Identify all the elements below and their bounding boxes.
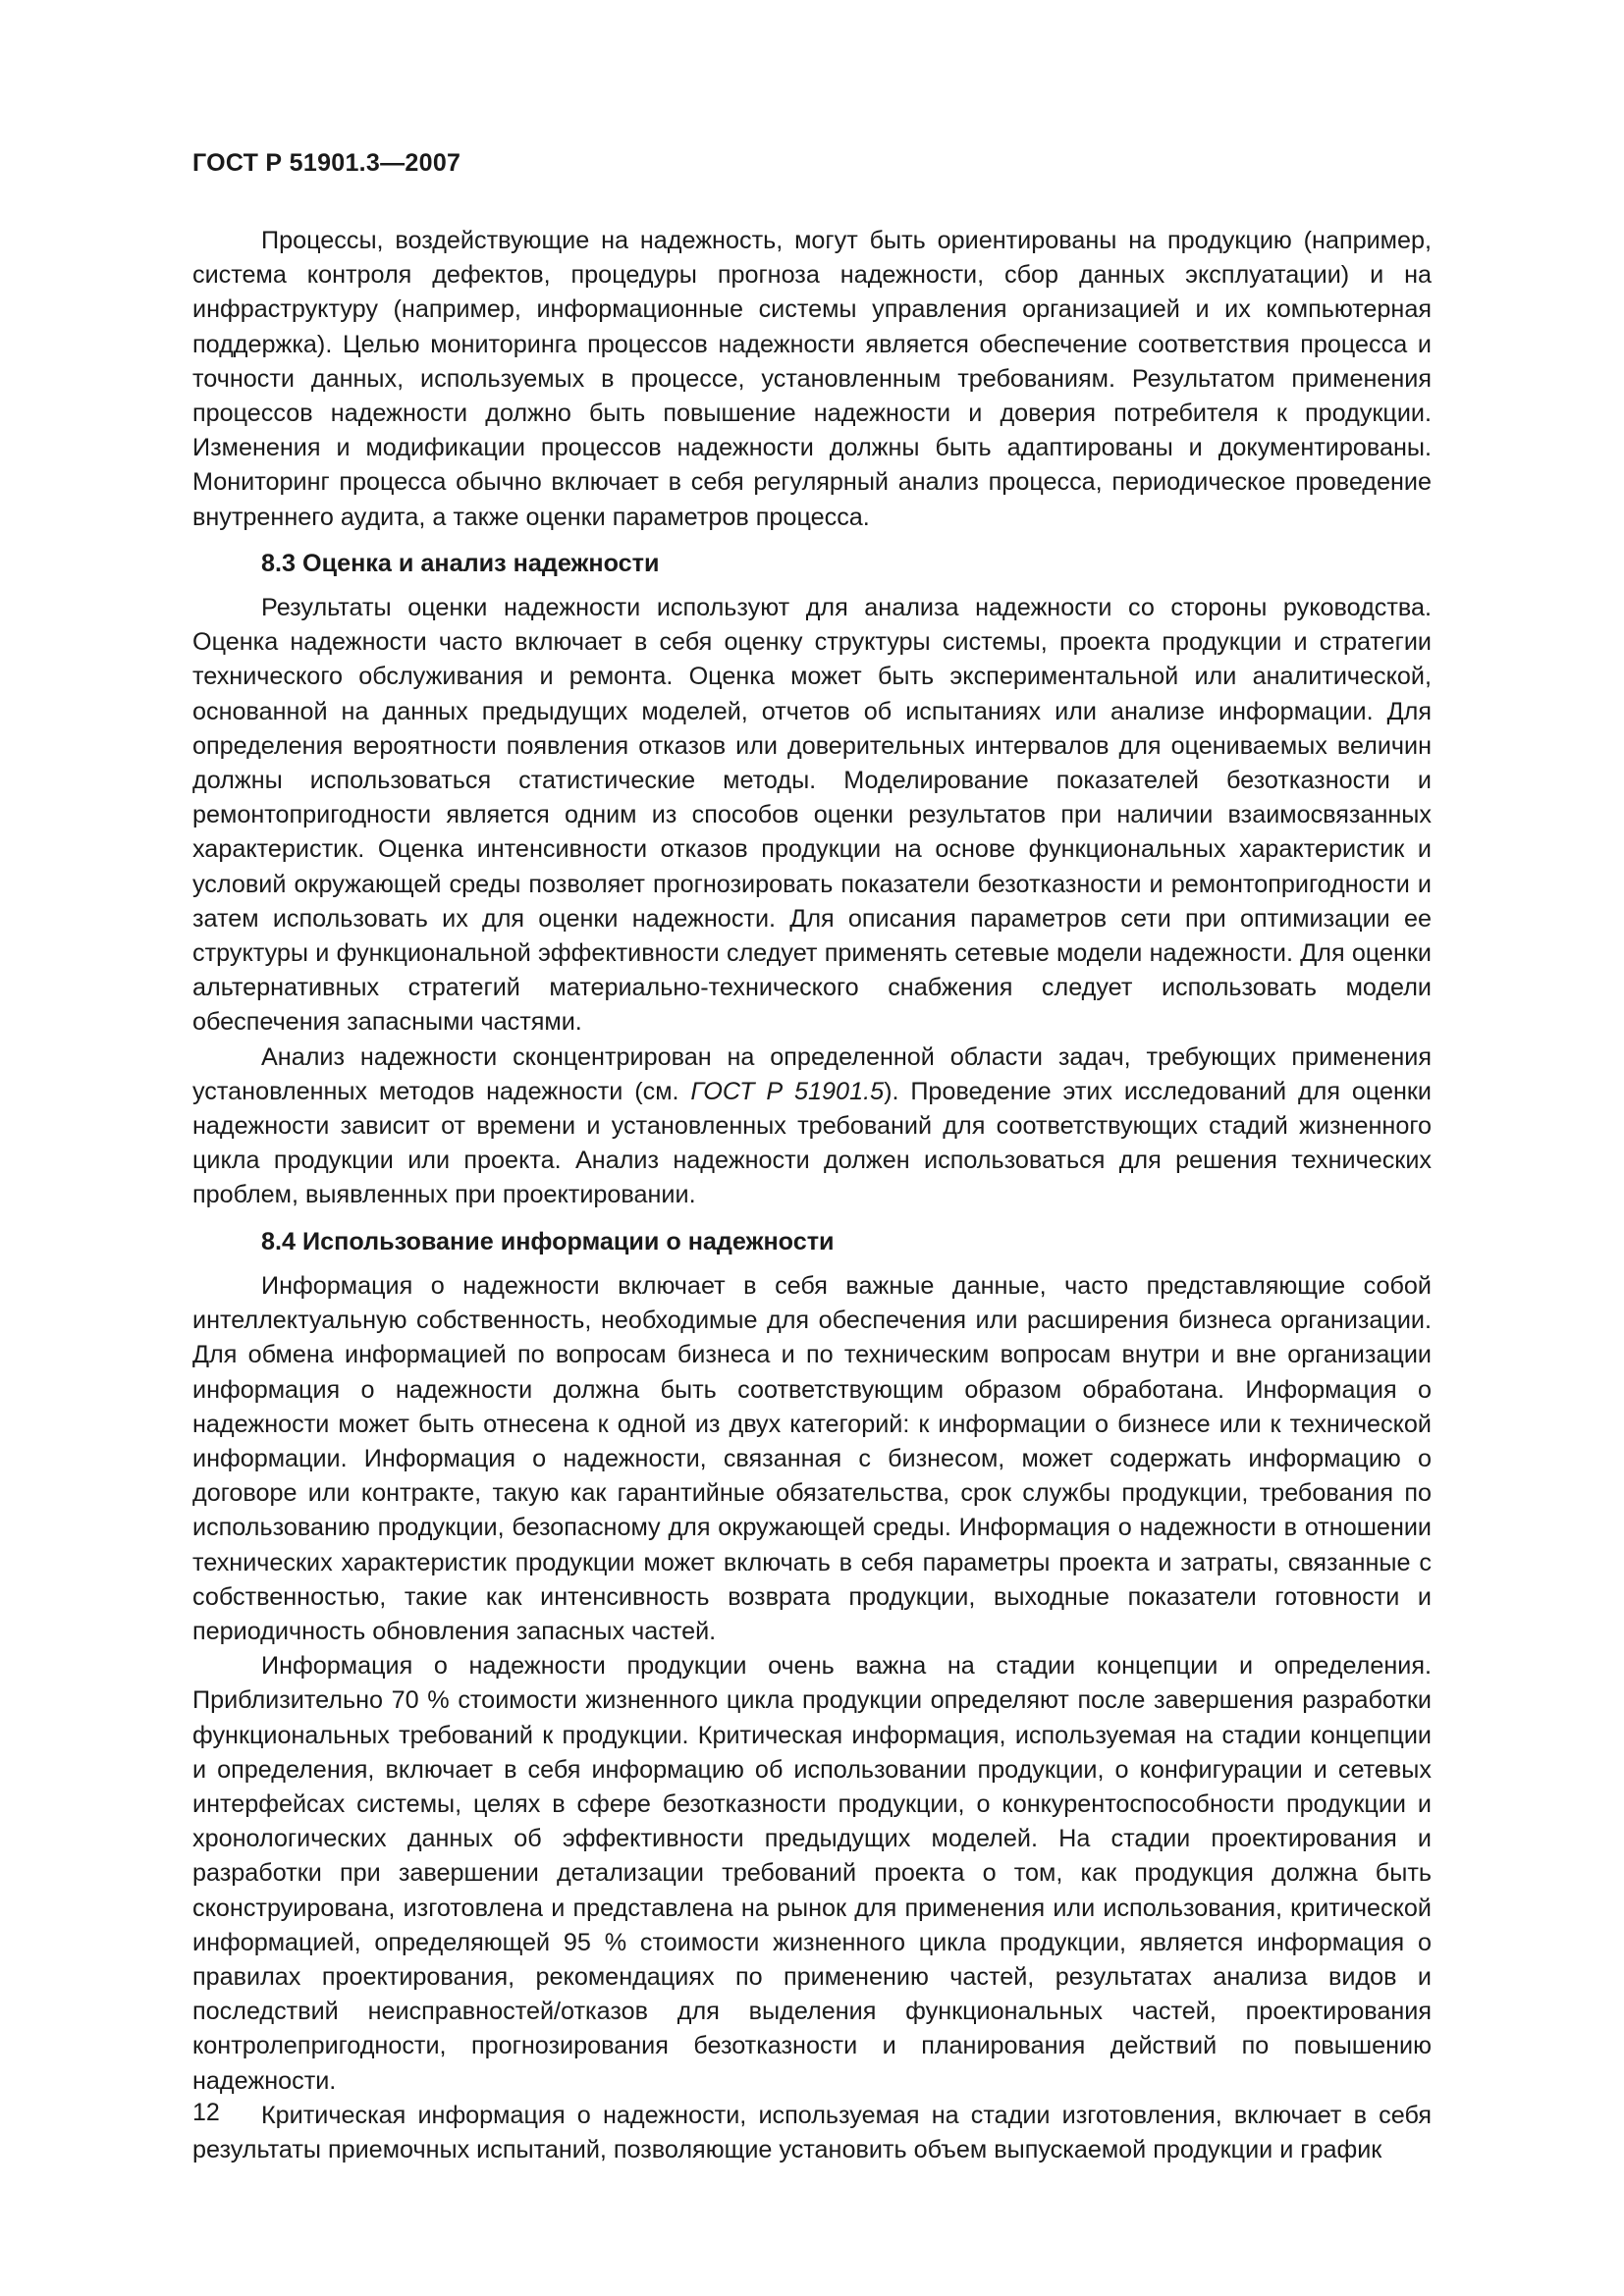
section-8-3-heading: 8.3 Оценка и анализ надежности — [261, 549, 660, 577]
standard-reference: ГОСТ Р 51901.5 — [690, 1077, 885, 1105]
section-8-3-paragraph-2 — [192, 1041, 1432, 1213]
page-number: 12 — [192, 2099, 220, 2126]
section-8-4-paragraph-2: Информация о надежности продукции очень важна на стадии концепции и определения. Приблизительно 70 % стоимости жизненного цикла продукции определяют после завершения разработки функциональных требований к продукции. Критическая информация, используемая на стадии концепции и определения, включает в себя информацию об использовании продукции, о конфигурации и сетевых интерфейсах системы, целях в сфере безотказности продукции, о конкурентоспособности продукции и хронологических данных об эффективности предыдущих моделей. На стадии проектирования и разработки при завершении детализации требований проекта о том, как продукция должна быть сконструирована, изготовлена и представлена на рынок для применения или использования, критической информацией, определяющей 95 % стоимости жизненного цикла продукции, является информация о правилах проектирования, рекомендациях по применению частей, результатах анализа видов и последствий неисправностей/отказов для выделения функциональных частей, проектирования контролепригодности, прогнозирования безотказности и планирования действий по повышению надежности. — [192, 1652, 1432, 2095]
section-8-4-paragraph-3: Критическая информация о надежности, используемая на стадии изготовления, включает в себя результаты приемочных испытаний, позволяющие установить объем выпускаемой продукции и график — [192, 2101, 1432, 2163]
section-8-4-heading: 8.4 Использование информации о надежности — [261, 1227, 835, 1255]
page-body — [192, 224, 1432, 2167]
intro-paragraph: Процессы, воздействующие на надежность, могут быть ориентированы на продукцию (например, система контроля дефектов, процедуры прогноза надежности, сбор данных эксплуатации) и на инфраструктуру (например, информационные системы управления организацией и их компьютерная поддержка). Целью мониторинга процессов надежности является обеспечение соответствия процесса и точности данных, используемых в процессе, установленным требованиям. Результатом применения процессов надежности должно быть повышение надежности и доверия потребителя к продукции. Изменения и модификации процессов надежности должны быть адаптированы и документированы. Мониторинг процесса обычно включает в себя регулярный анализ процесса, периодическое проведение внутреннего аудита, а также оценки параметров процесса. — [192, 227, 1432, 531]
paragraph-text: Анализ надежности сконцентрирован на определенной области задач, требующих применения установленных методов надежности (см. — [192, 1042, 1432, 1105]
paragraph-text: ). Проведение этих исследований для оценки надежности зависит от времени и установленных требований для соответствующих стадий жизненного цикла продукции или проекта. Анализ надежности должен использоваться для решения технических проблем, выявленных при проектировании. — [192, 1077, 1433, 1209]
standard-code-header: ГОСТ Р 51901.3—2007 — [192, 149, 461, 177]
section-8-3-paragraph-1: Результаты оценки надежности используют для анализа надежности со стороны руководства. Оценка надежности часто включает в себя оценку структуры системы, проекта продукции и стратегии технического обслуживания и ремонта. Оценка может быть экспериментальной или аналитической, основанной на данных предыдущих моделей, отчетов об испытаниях или анализе информации. Для определения вероятности появления отказов или доверительных интервалов для оцениваемых величин должны использоваться статистические методы. Моделирование показателей безотказности и ремонтопригодности является одним из способов оценки результатов при наличии взаимосвязанных характеристик. Оценка интенсивности отказов продукции на основе функциональных характеристик и условий окружающей среды позволяет прогнозировать показатели безотказности и ремонтопригодности и затем использовать их для оценки надежности. Для описания параметров сети при оптимизации ее структуры и функциональной эффективности следует применять сетевые модели надежности. Для оценки альтернативных стратегий материально-технического снабжения следует использовать модели обеспечения запасными частями. — [192, 594, 1432, 1037]
section-8-4-paragraph-1: Информация о надежности включает в себя важные данные, часто представляющие собой интеллектуальную собственность, необходимые для обеспечения или расширения бизнеса организации. Для обмена информацией по вопросам бизнеса и по техническим вопросам внутри и вне организации информация о надежности должна быть соответствующим образом обработана. Информация о надежности может быть отнесена к одной из двух категорий: к информации о бизнесе или к технической информации. Информация о надежности, связанная с бизнесом, может содержать информацию о договоре или контракте, такую как гарантийные обязательства, срок службы продукции, требования по использованию продукции, безопасному для окружающей среды. Информация о надежности в отношении технических характеристик продукции может включать в себя параметры проекта и затраты, связанные с собственностью, такие как интенсивность возврата продукции, выходные показатели готовности и периодичность обновления запасных частей. — [192, 1271, 1432, 1645]
